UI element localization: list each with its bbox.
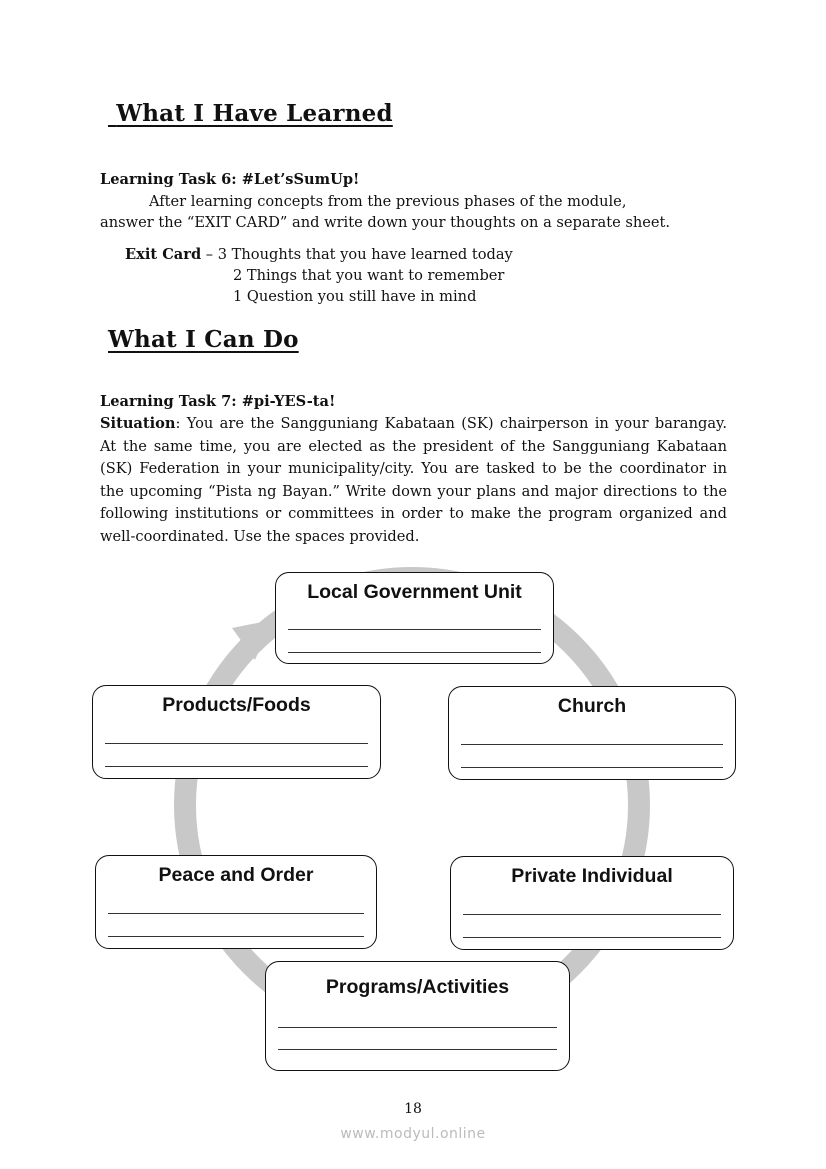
exit-card-item: – 3 Thoughts that you have learned today [205, 246, 513, 263]
box-label: Church [557, 695, 627, 717]
box-label: Programs/Activities [325, 976, 510, 998]
answer-line[interactable] [278, 1027, 557, 1028]
answer-line[interactable] [463, 914, 721, 915]
box-label: Local Government Unit [307, 581, 522, 603]
box-peace-and-order [95, 855, 377, 949]
exit-card-item: 1 Question you still have in mind [233, 288, 477, 305]
answer-line[interactable] [288, 652, 541, 653]
task6-title: Learning Task 6: #Let’sSumUp! [100, 171, 360, 188]
box-label: Private Individual [511, 865, 673, 887]
box-local-government-unit [275, 572, 554, 664]
page-number: 18 [404, 1101, 422, 1117]
answer-line[interactable] [105, 743, 368, 744]
task6-instructions-line2: answer the “EXIT CARD” and write down your thoughts on a separate sheet. [100, 214, 671, 231]
box-church [448, 686, 736, 780]
box-label: Products/Foods [162, 694, 311, 716]
exit-card-label: Exit Card [125, 246, 202, 263]
answer-line[interactable] [461, 744, 723, 745]
box-private-individual [450, 856, 734, 950]
answer-line[interactable] [108, 913, 364, 914]
answer-line[interactable] [105, 766, 368, 767]
section-title-what-i-can-do: What I Can Do [108, 326, 299, 353]
answer-line[interactable] [108, 936, 364, 937]
box-programs-activities [265, 961, 570, 1071]
situation-text: : You are the Sangguniang Kabataan (SK) chairperson in your barangay. At the same time, you are elected as the president of the Sangguniang Kabataan (SK) Federation in your municipality/city. You are tasked to be the coordinator in the upcoming “Pista ng Bayan.” Write down your plans and major directions to the following institutions or committees in order to make the program organized and well-coordinated. Use the spaces provided. [100, 415, 727, 545]
exit-card-item: 2 Things that you want to remember [233, 267, 505, 284]
box-label: Peace and Order [158, 864, 314, 886]
answer-line[interactable] [278, 1049, 557, 1050]
answer-line[interactable] [463, 937, 721, 938]
situation-label: Situation [100, 415, 176, 432]
task7-title: Learning Task 7: #pi-YES-ta! [100, 393, 336, 410]
answer-line[interactable] [461, 767, 723, 768]
section-title-what-i-have-learned: What I Have Learned [116, 100, 393, 127]
box-products-foods [92, 685, 381, 779]
watermark: www.modyul.online [340, 1126, 486, 1142]
task6-instructions-line1: After learning concepts from the previous phases of the module, [149, 193, 627, 210]
answer-line[interactable] [288, 629, 541, 630]
